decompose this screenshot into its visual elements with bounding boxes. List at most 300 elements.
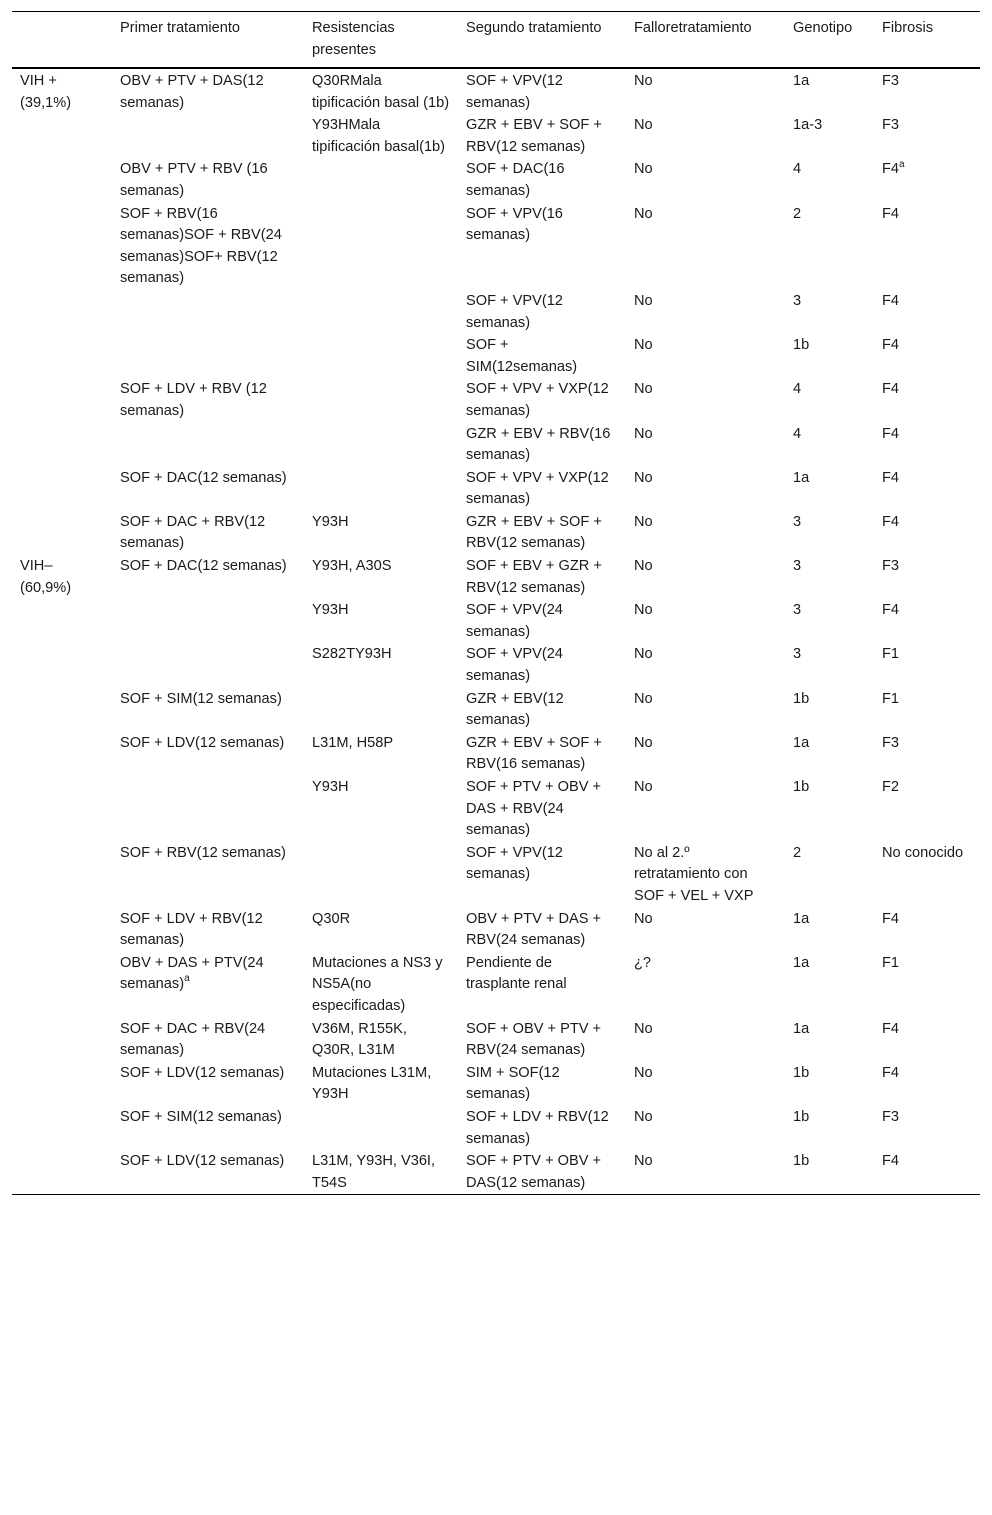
cell-retreatment-failure-text: No al 2.º retratamiento con SOF + VEL + VXP xyxy=(634,844,754,904)
cell-second-treatment-text: OBV + PTV + DAS + RBV(24 semanas) xyxy=(466,910,602,949)
cell-retreatment-failure-text: No xyxy=(634,646,653,663)
cell-group xyxy=(12,1106,112,1150)
cell-genotype xyxy=(785,467,874,511)
table-row xyxy=(12,1018,980,1062)
cell-first-treatment xyxy=(112,1106,304,1150)
cell-second-treatment xyxy=(458,1018,626,1062)
cell-first-treatment-text: SOF + LDV(12 semanas) xyxy=(120,1064,285,1081)
cell-retreatment-failure xyxy=(626,1106,785,1150)
cell-resistances-text: Q30RMala tipificación basal (1b) xyxy=(312,73,450,111)
cell-genotype xyxy=(785,732,874,776)
cell-fibrosis-text: F4 xyxy=(882,425,900,442)
cell-retreatment-failure-text: No xyxy=(634,117,653,134)
cell-genotype-text: 1a xyxy=(793,469,810,486)
cell-first-treatment-text: SOF + DAC + RBV(24 semanas) xyxy=(120,1020,266,1059)
cell-group xyxy=(12,203,112,290)
cell-second-treatment-text: SOF + VPV(24 semanas) xyxy=(466,602,563,640)
cell-resistances xyxy=(304,732,458,776)
cell-second-treatment xyxy=(458,68,626,114)
cell-resistances xyxy=(304,114,458,158)
cell-group xyxy=(12,643,112,687)
cell-genotype-text: 1a xyxy=(793,73,810,89)
cell-fibrosis xyxy=(874,1018,980,1062)
cell-fibrosis xyxy=(874,1106,980,1150)
table-row xyxy=(12,555,980,599)
cell-retreatment-failure-text: No xyxy=(634,381,653,398)
cell-resistances-text: Mutaciones L31M, Y93H xyxy=(312,1064,432,1103)
cell-retreatment-failure xyxy=(626,158,785,202)
cell-genotype xyxy=(785,643,874,687)
cell-group-text: VIH– (60,9%) xyxy=(20,558,72,596)
cell-second-treatment-text: SOF + VPV(24 semanas) xyxy=(466,646,563,685)
cell-first-treatment xyxy=(112,290,304,334)
cell-first-treatment xyxy=(112,334,304,378)
cell-fibrosis-text: F4 xyxy=(882,205,900,222)
cell-resistances-text: Q30R xyxy=(312,910,351,927)
cell-genotype-text: 1b xyxy=(793,690,810,707)
cell-group xyxy=(12,158,112,202)
header-cell: Primer tratamiento xyxy=(120,20,241,36)
cell-genotype xyxy=(785,1018,874,1062)
cell-genotype xyxy=(785,555,874,599)
table-row xyxy=(12,842,980,908)
cell-first-treatment xyxy=(112,203,304,290)
cell-retreatment-failure-text: No xyxy=(634,205,653,222)
cell-first-treatment xyxy=(112,68,304,114)
cell-first-treatment-text: SOF + SIM(12 semanas) xyxy=(120,690,282,707)
header-cell: Falloretratamiento xyxy=(634,20,752,36)
cell-fibrosis xyxy=(874,842,980,908)
cell-group xyxy=(12,467,112,511)
cell-group xyxy=(12,908,112,952)
cell-retreatment-failure-text: No xyxy=(634,469,653,486)
cell-genotype-text: 1a xyxy=(793,954,810,971)
cell-retreatment-failure xyxy=(626,688,785,732)
cell-fibrosis xyxy=(874,643,980,687)
cell-genotype-text: 1b xyxy=(793,1108,810,1125)
cell-resistances xyxy=(304,1106,458,1150)
cell-second-treatment xyxy=(458,732,626,776)
cell-retreatment-failure xyxy=(626,643,785,687)
cell-first-treatment xyxy=(112,842,304,908)
cell-fibrosis xyxy=(874,511,980,555)
cell-retreatment-failure xyxy=(626,952,785,1018)
cell-fibrosis-text: F4 xyxy=(882,602,900,619)
cell-resistances xyxy=(304,643,458,687)
cell-group xyxy=(12,1018,112,1062)
cell-resistances xyxy=(304,203,458,290)
table-row xyxy=(12,511,980,555)
cell-genotype-text: 1a-3 xyxy=(793,117,823,134)
cell-second-treatment xyxy=(458,908,626,952)
cell-retreatment-failure xyxy=(626,378,785,422)
cell-fibrosis-text: F3 xyxy=(882,1108,900,1125)
cell-group xyxy=(12,555,112,599)
cell-retreatment-failure xyxy=(626,203,785,290)
table-row xyxy=(12,732,980,776)
cell-genotype-text: 1a xyxy=(793,1020,810,1037)
cell-second-treatment-text: SOF + VPV + VXP(12 semanas) xyxy=(466,469,609,508)
cell-fibrosis xyxy=(874,599,980,643)
cell-genotype-text: 4 xyxy=(793,161,802,178)
cell-resistances-text: Y93H xyxy=(312,779,349,795)
cell-resistances-text: L31M, Y93H, V36I, T54S xyxy=(312,1153,436,1191)
cell-group xyxy=(12,334,112,378)
table-row xyxy=(12,1106,980,1150)
cell-retreatment-failure xyxy=(626,334,785,378)
cell-fibrosis-text: F4 xyxy=(882,1064,900,1081)
cell-resistances xyxy=(304,599,458,643)
cell-fibrosis xyxy=(874,688,980,732)
cell-retreatment-failure xyxy=(626,511,785,555)
cell-second-treatment-text: SOF + VPV(12 semanas) xyxy=(466,73,563,111)
cell-second-treatment-text: GZR + EBV + SOF + RBV(12 semanas) xyxy=(466,513,602,552)
table-container xyxy=(12,11,980,1195)
cell-retreatment-failure xyxy=(626,114,785,158)
cell-resistances xyxy=(304,908,458,952)
table-row xyxy=(12,1150,980,1195)
cell-resistances xyxy=(304,511,458,555)
cell-first-treatment-text: SOF + SIM(12 semanas) xyxy=(120,1108,282,1125)
cell-second-treatment-text: Pendiente de trasplante renal xyxy=(466,954,567,993)
header-cell xyxy=(12,12,112,69)
cell-genotype xyxy=(785,423,874,467)
cell-resistances xyxy=(304,1062,458,1106)
cell-retreatment-failure-text: ¿? xyxy=(634,954,652,971)
cell-second-treatment xyxy=(458,290,626,334)
cell-second-treatment xyxy=(458,203,626,290)
table-row xyxy=(12,68,980,114)
cell-resistances xyxy=(304,68,458,114)
table-row xyxy=(12,688,980,732)
cell-first-treatment xyxy=(112,158,304,202)
cell-genotype xyxy=(785,1106,874,1150)
cell-second-treatment-text: SIM + SOF(12 semanas) xyxy=(466,1064,560,1103)
table-row xyxy=(12,378,980,422)
cell-first-treatment xyxy=(112,467,304,511)
cell-genotype-text: 3 xyxy=(793,602,802,619)
header-cell: Segundo tratamiento xyxy=(466,20,602,36)
cell-second-treatment xyxy=(458,776,626,842)
cell-second-treatment-text: GZR + EBV + RBV(16 semanas) xyxy=(466,425,611,464)
cell-second-treatment xyxy=(458,1062,626,1106)
cell-resistances-text: Mutaciones a NS3 y NS5A(no especificadas) xyxy=(312,954,443,1014)
cell-retreatment-failure-text: No xyxy=(634,73,653,89)
cell-fibrosis xyxy=(874,378,980,422)
table-row xyxy=(12,158,980,202)
cell-genotype xyxy=(785,1150,874,1195)
cell-first-treatment-text: SOF + RBV(12 semanas) xyxy=(120,844,286,861)
cell-fibrosis xyxy=(874,423,980,467)
cell-fibrosis-text: F4 xyxy=(882,1153,900,1170)
cell-retreatment-failure-text: No xyxy=(634,1153,653,1170)
cell-resistances xyxy=(304,776,458,842)
cell-fibrosis xyxy=(874,952,980,1018)
cell-retreatment-failure xyxy=(626,842,785,908)
cell-fibrosis-text: F3 xyxy=(882,558,900,575)
cell-first-treatment xyxy=(112,1150,304,1195)
cell-second-treatment xyxy=(458,1106,626,1150)
cell-genotype xyxy=(785,842,874,908)
cell-genotype xyxy=(785,1062,874,1106)
table-row xyxy=(12,1062,980,1106)
cell-first-treatment-text: SOF + LDV + RBV (12 semanas) xyxy=(120,381,267,419)
cell-group xyxy=(12,842,112,908)
cell-genotype xyxy=(785,688,874,732)
cell-second-treatment-text: SOF + PTV + OBV + DAS(12 semanas) xyxy=(466,1153,602,1191)
cell-first-treatment-text: SOF + RBV(16 semanas)SOF + RBV(24 semanas)SOF+ RBV(12 semanas) xyxy=(120,205,282,287)
cell-retreatment-failure-text: No xyxy=(634,1064,653,1081)
cell-genotype xyxy=(785,203,874,290)
table-body xyxy=(12,68,980,1195)
cell-resistances-text: V36M, R155K, Q30R, L31M xyxy=(312,1020,407,1059)
cell-fibrosis-text: F4 xyxy=(882,292,900,309)
cell-retreatment-failure-text: No xyxy=(634,292,653,309)
cell-resistances xyxy=(304,334,458,378)
cell-genotype xyxy=(785,908,874,952)
cell-fibrosis-text: F3 xyxy=(882,117,900,134)
cell-genotype xyxy=(785,776,874,842)
cell-fibrosis-text: F1 xyxy=(882,690,900,707)
cell-resistances xyxy=(304,952,458,1018)
table-row xyxy=(12,776,980,842)
cell-fibrosis-text: F3 xyxy=(882,734,900,751)
cell-genotype-text: 2 xyxy=(793,844,802,861)
cell-first-treatment xyxy=(112,732,304,776)
cell-first-treatment-text: SOF + DAC(12 semanas) xyxy=(120,469,287,486)
cell-fibrosis xyxy=(874,1062,980,1106)
cell-second-treatment-text: SOF + VPV + VXP(12 semanas) xyxy=(466,381,609,419)
cell-retreatment-failure xyxy=(626,555,785,599)
cell-first-treatment-text: SOF + DAC(12 semanas) xyxy=(120,558,287,575)
cell-group xyxy=(12,511,112,555)
cell-group xyxy=(12,599,112,643)
cell-second-treatment-text: SOF + LDV + RBV(12 semanas) xyxy=(466,1108,609,1147)
cell-second-treatment xyxy=(458,378,626,422)
cell-fibrosis xyxy=(874,290,980,334)
cell-group xyxy=(12,114,112,158)
cell-first-treatment xyxy=(112,688,304,732)
cell-genotype-text: 3 xyxy=(793,513,802,530)
cell-genotype-text: 1b xyxy=(793,337,810,354)
cell-first-treatment xyxy=(112,776,304,842)
cell-genotype xyxy=(785,114,874,158)
cell-genotype xyxy=(785,378,874,422)
cell-retreatment-failure xyxy=(626,908,785,952)
cell-genotype xyxy=(785,68,874,114)
header-cell: Fibrosis xyxy=(882,20,934,36)
table-row xyxy=(12,467,980,511)
cell-second-treatment-text: GZR + EBV + SOF + RBV(16 semanas) xyxy=(466,734,602,773)
cell-genotype xyxy=(785,334,874,378)
cell-group xyxy=(12,1150,112,1195)
table-row xyxy=(12,114,980,158)
cell-resistances-text: L31M, H58P xyxy=(312,734,394,751)
cell-first-treatment xyxy=(112,114,304,158)
cell-fibrosis xyxy=(874,68,980,114)
cell-genotype-text: 2 xyxy=(793,205,802,222)
cell-resistances xyxy=(304,423,458,467)
cell-second-treatment-text: SOF + VPV(16 semanas) xyxy=(466,205,563,244)
cell-group xyxy=(12,1062,112,1106)
cell-group xyxy=(12,776,112,842)
table-row xyxy=(12,643,980,687)
cell-resistances-text: Y93H xyxy=(312,602,349,619)
cell-group xyxy=(12,290,112,334)
cell-group xyxy=(12,952,112,1018)
cell-retreatment-failure xyxy=(626,732,785,776)
table-row xyxy=(12,908,980,952)
cell-group xyxy=(12,423,112,467)
cell-resistances xyxy=(304,467,458,511)
header-row xyxy=(12,12,980,69)
cell-resistances xyxy=(304,378,458,422)
table-row xyxy=(12,334,980,378)
cell-second-treatment xyxy=(458,1150,626,1195)
cell-fibrosis-text: F1 xyxy=(882,646,900,663)
cell-second-treatment xyxy=(458,114,626,158)
cell-first-treatment xyxy=(112,1018,304,1062)
cell-retreatment-failure xyxy=(626,68,785,114)
cell-fibrosis xyxy=(874,1150,980,1195)
cell-second-treatment xyxy=(458,643,626,687)
cell-second-treatment-text: SOF + SIM(12semanas) xyxy=(466,337,578,375)
footnote-marker: a xyxy=(899,158,905,170)
cell-genotype-text: 3 xyxy=(793,646,802,663)
cell-fibrosis xyxy=(874,158,980,202)
cell-retreatment-failure xyxy=(626,467,785,511)
cell-first-treatment xyxy=(112,952,304,1018)
cell-group xyxy=(12,732,112,776)
cell-second-treatment xyxy=(458,334,626,378)
cell-resistances xyxy=(304,290,458,334)
cell-fibrosis-text: F4 xyxy=(882,161,900,178)
cell-genotype-text: 4 xyxy=(793,381,802,398)
header-cell: Genotipo xyxy=(793,20,853,36)
cell-fibrosis xyxy=(874,908,980,952)
cell-retreatment-failure-text: No xyxy=(634,161,653,178)
cell-group xyxy=(12,378,112,422)
cell-fibrosis xyxy=(874,776,980,842)
cell-retreatment-failure-text: No xyxy=(634,1020,653,1037)
cell-second-treatment xyxy=(458,511,626,555)
cell-second-treatment-text: SOF + PTV + OBV + DAS + RBV(24 semanas) xyxy=(466,779,602,839)
cell-second-treatment xyxy=(458,688,626,732)
cell-retreatment-failure xyxy=(626,1018,785,1062)
cell-second-treatment xyxy=(458,423,626,467)
cell-first-treatment-text: SOF + LDV + RBV(12 semanas) xyxy=(120,910,263,949)
cell-resistances xyxy=(304,1018,458,1062)
cell-retreatment-failure-text: No xyxy=(634,779,653,795)
cell-resistances xyxy=(304,1150,458,1195)
cell-fibrosis-text: F4 xyxy=(882,910,900,927)
cell-fibrosis-text: No conocido xyxy=(882,844,964,861)
cell-fibrosis xyxy=(874,334,980,378)
cell-second-treatment-text: SOF + VPV(12 semanas) xyxy=(466,292,563,331)
cell-resistances xyxy=(304,555,458,599)
cell-retreatment-failure-text: No xyxy=(634,1108,653,1125)
cell-first-treatment xyxy=(112,908,304,952)
cell-genotype-text: 1b xyxy=(793,1153,810,1170)
cell-fibrosis-text: F2 xyxy=(882,779,900,795)
cell-genotype-text: 1a xyxy=(793,734,810,751)
table-row xyxy=(12,952,980,1018)
cell-second-treatment-text: SOF + VPV(12 semanas) xyxy=(466,844,563,883)
cell-fibrosis-text: F4 xyxy=(882,337,900,354)
cell-first-treatment xyxy=(112,643,304,687)
cell-first-treatment xyxy=(112,1062,304,1106)
header-cell: Resistencias presentes xyxy=(312,20,395,58)
cell-genotype xyxy=(785,158,874,202)
cell-second-treatment xyxy=(458,952,626,1018)
cell-first-treatment xyxy=(112,511,304,555)
cell-first-treatment-text: SOF + LDV(12 semanas) xyxy=(120,734,285,751)
cell-fibrosis-text: F3 xyxy=(882,73,900,89)
cell-second-treatment xyxy=(458,599,626,643)
cell-retreatment-failure-text: No xyxy=(634,425,653,442)
cell-first-treatment-text: OBV + PTV + DAS(12 semanas) xyxy=(120,73,264,111)
cell-resistances-text: Y93H, A30S xyxy=(312,558,392,575)
cell-second-treatment-text: SOF + EBV + GZR + RBV(12 semanas) xyxy=(466,558,602,596)
cell-second-treatment-text: GZR + EBV + SOF + RBV(12 semanas) xyxy=(466,117,602,155)
cell-retreatment-failure-text: No xyxy=(634,558,653,575)
footnote-marker: a xyxy=(184,973,190,985)
cell-retreatment-failure-text: No xyxy=(634,910,653,927)
cell-first-treatment-text: OBV + PTV + RBV (16 semanas) xyxy=(120,161,268,199)
cell-first-treatment-text: SOF + LDV(12 semanas) xyxy=(120,1153,285,1170)
cell-genotype-text: 3 xyxy=(793,292,802,309)
cell-fibrosis xyxy=(874,203,980,290)
cell-retreatment-failure xyxy=(626,599,785,643)
cell-first-treatment-text: OBV + DAS + PTV(24 semanas) xyxy=(120,954,264,993)
table-row xyxy=(12,290,980,334)
cell-first-treatment xyxy=(112,555,304,599)
cell-genotype xyxy=(785,511,874,555)
cell-fibrosis-text: F4 xyxy=(882,469,900,486)
table-row xyxy=(12,423,980,467)
cell-second-treatment-text: GZR + EBV(12 semanas) xyxy=(466,690,564,729)
treatment-table xyxy=(12,11,980,1195)
cell-resistances xyxy=(304,158,458,202)
cell-retreatment-failure xyxy=(626,423,785,467)
cell-fibrosis-text: F1 xyxy=(882,954,900,971)
cell-resistances-text: Y93HMala tipificación basal(1b) xyxy=(312,117,446,155)
cell-fibrosis-text: F4 xyxy=(882,513,900,530)
table-row xyxy=(12,599,980,643)
cell-genotype-text: 1b xyxy=(793,1064,810,1081)
cell-second-treatment xyxy=(458,555,626,599)
cell-fibrosis-text: F4 xyxy=(882,381,900,398)
cell-fibrosis xyxy=(874,467,980,511)
cell-first-treatment xyxy=(112,599,304,643)
cell-retreatment-failure xyxy=(626,776,785,842)
cell-second-treatment-text: SOF + OBV + PTV + RBV(24 semanas) xyxy=(466,1020,602,1059)
cell-genotype xyxy=(785,290,874,334)
cell-first-treatment xyxy=(112,423,304,467)
cell-resistances xyxy=(304,842,458,908)
cell-second-treatment xyxy=(458,158,626,202)
cell-genotype-text: 4 xyxy=(793,425,802,442)
cell-retreatment-failure-text: No xyxy=(634,602,653,619)
cell-genotype xyxy=(785,599,874,643)
cell-retreatment-failure xyxy=(626,290,785,334)
cell-fibrosis xyxy=(874,555,980,599)
cell-second-treatment-text: SOF + DAC(16 semanas) xyxy=(466,161,565,199)
cell-group-text: VIH + (39,1%) xyxy=(20,73,72,111)
cell-retreatment-failure-text: No xyxy=(634,734,653,751)
table-row xyxy=(12,203,980,290)
cell-retreatment-failure xyxy=(626,1062,785,1106)
